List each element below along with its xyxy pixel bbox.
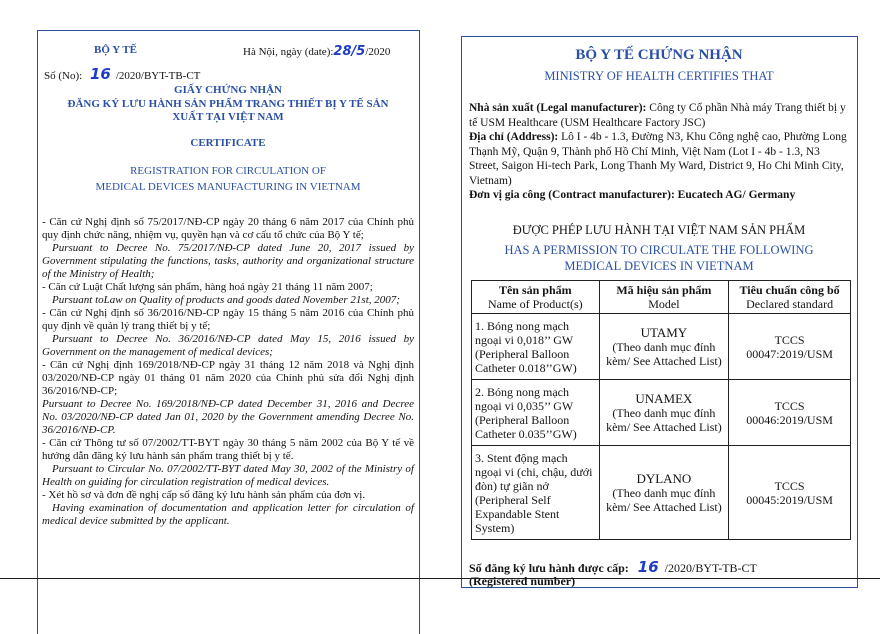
permission-en-2: MEDICAL DEVICES IN VIETNAM [564,259,754,273]
table-row [472,380,851,446]
model-cell: UNAMEX (Theo danh mục đính kèm/ See Attached List) [599,380,729,446]
left-page [37,30,420,634]
standard-cell: TCCS 00045:2019/USM [729,446,851,540]
handwritten-registration-number: 16 [637,558,659,576]
table-header-row [472,281,851,314]
certificate-number: Số (No): 16 /2020/BYT-TB-CT [44,65,201,83]
title-en-1: REGISTRATION FOR CIRCULATION OF [130,165,326,177]
address-row: Địa chỉ (Address): Lô I - 4b - 1.3, Đường N3, Khu Công nghệ cao, Phường Long Thạnh Mỹ, Quận 9, Thành phố Hồ Chí Minh, Việt Nam (Lot I - 4b - 1.3, N3 Street, Saigon Hi-tech Park, Long Thanh My Ward, District 9, Ho Chi Minh City, Vietnam) [469,131,847,187]
contract-row: Đơn vị gia công (Contract manufacturer): Eucatech AG/ Germany [469,189,796,201]
table-row [472,446,851,540]
column-header: Tên sản phẩm Name of Product(s) [472,281,600,314]
legal-paragraph: Pursuant toLaw on Quality of products and goods dated November 21st, 2007; [52,294,400,306]
product-name-cell: 1. Bóng nong mạch ngoại vi 0,018’’ GW (Peripheral Balloon Catheter 0.018’’GW) [472,314,600,380]
column-header: Tiêu chuẩn công bố Declared standard [729,281,851,314]
fold-line [0,578,880,579]
legal-paragraph: - Căn cứ Nghị định 169/2018/NĐ-CP ngày 31 tháng 12 năm 2018 và Nghị định 03/2020/NĐ-CP ngày 01 tháng 01 năm 2020 của Chính phủ sửa đổi Nghị định 36/2016/NĐ-CP; [42,359,414,397]
legal-paragraph: - Căn cứ Thông tư số 07/2002/TT-BYT ngày 30 tháng 5 năm 2002 của Bộ Y tế về hướng dẫn đăng ký lưu hành sản phẩm trang thiết bị y tế. [42,437,414,462]
legal-paragraph: Pursuant to Decree No. 169/2018/NĐ-CP dated December 31, 2016 and Decree No. 03/2020/NĐ-CP dated Jan 01, 2020 by the Government amending Decree No. 36/2016/NĐ-CP. [42,398,414,436]
title-vi-2: ĐĂNG KÝ LƯU HÀNH SẢN PHẨM TRANG THIẾT BỊ Y TẾ SẢN [67,98,389,110]
registration-number: Số đăng ký lưu hành được cấp: 16 /2020/BYT-TB-CT [469,558,757,576]
certificate-heading: CERTIFICATE [190,137,266,149]
title-en-2: MEDICAL DEVICES MANUFACTURING IN VIETNAM [95,181,361,193]
model-cell: DYLANO (Theo danh mục đính kèm/ See Attached List) [599,446,729,540]
legal-paragraph: - Căn cứ Nghị định số 36/2016/NĐ-CP ngày 15 tháng 5 năm 2016 của Chính phủ quy định về quản lý trang thiết bị y tế; [42,307,414,332]
right-page [461,36,858,588]
manufacturer-info [469,101,849,203]
handwritten-number: 16 [89,65,111,83]
legal-basis [42,216,414,528]
product-name-cell: 2. Bóng nong mạch ngoại vi 0,035’’ GW (Peripheral Balloon Catheter 0.035’’GW) [472,380,600,446]
column-header: Mã hiệu sản phẩm Model [599,281,729,314]
place-date: Hà Nội, ngày (date):28/5/2020 [243,44,391,59]
title-vi-1: GIẤY CHỨNG NHẬN [174,84,282,96]
header-en: MINISTRY OF HEALTH CERTIFIES THAT [544,69,774,83]
header-vi: BỘ Y TẾ CHỨNG NHẬN [575,47,743,63]
products-table [471,280,851,540]
standard-cell: TCCS 00047:2019/USM [729,314,851,380]
permission-vi: ĐƯỢC PHÉP LƯU HÀNH TẠI VIỆT NAM SẢN PHẨM [512,223,806,237]
legal-paragraph: - Xét hồ sơ và đơn đề nghị cấp số đăng ký lưu hành sản phẩm của đơn vị. [42,489,366,501]
legal-paragraph: Pursuant to Decree No. 75/2017/NĐ-CP dated June 20, 2017 issued by Government stipulating the functions, tasks, authority and organizational structure of the Ministry of Health; [42,242,414,280]
legal-paragraph: Pursuant to Circular No. 07/2002/TT-BYT dated May 30, 2002 of the Ministry of Health on guiding for circulation registration of medical devices. [42,463,414,488]
model-cell: UTAMY (Theo danh mục đính kèm/ See Attached List) [599,314,729,380]
legal-paragraph: Pursuant to Decree No. 36/2016/NĐ-CP dated May 15, 2016 issued by Government on the management of medical devices; [42,333,414,358]
permission-en-1: HAS A PERMISSION TO CIRCULATE THE FOLLOWING [504,243,814,257]
title-vi-3: XUẤT TẠI VIỆT NAM [172,111,284,123]
registration-number-en: (Registered number) [469,574,576,588]
handwritten-date: 28/5 [333,44,366,59]
product-name-cell: 3. Stent động mạch ngoại vi (chi, chậu, dưới đòn) tự giãn nở (Peripheral Self Expandable Stent System) [472,446,600,540]
ministry-label: BỘ Y TẾ [94,44,137,56]
legal-paragraph: Having examination of documentation and application letter for circulation of medical device submitted by the applicant. [42,502,414,527]
standard-cell: TCCS 00046:2019/USM [729,380,851,446]
legal-paragraph: - Căn cứ Nghị định số 75/2017/NĐ-CP ngày 20 tháng 6 năm 2017 của Chính phủ quy định chức năng, nhiệm vụ, quyền hạn và cơ cấu tổ chức của Bộ Y tế; [42,216,414,241]
table-row [472,314,851,380]
manufacturer-row: Nhà sản xuất (Legal manufacturer): Công ty Cổ phần Nhà máy Trang thiết bị y tế USM Healthcare (USM Healthcare Factory JSC) [469,102,846,129]
legal-paragraph: - Căn cứ Luật Chất lượng sản phẩm, hàng hoá ngày 21 tháng 11 năm 2007; [42,281,373,293]
